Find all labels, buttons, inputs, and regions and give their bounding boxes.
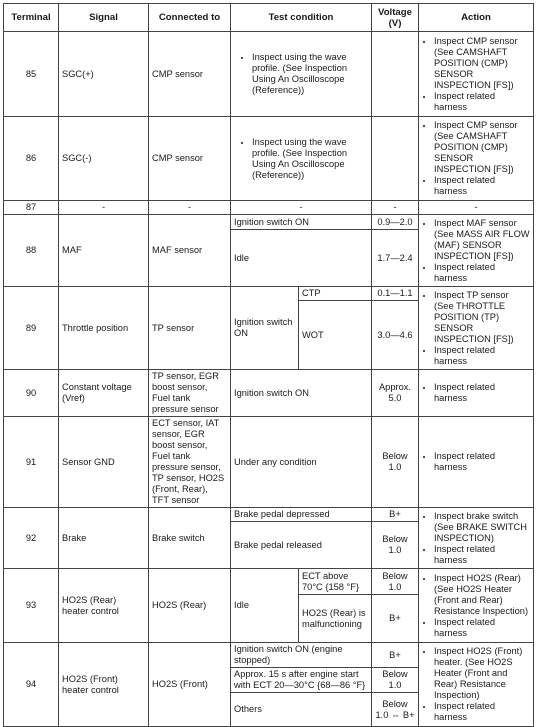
condition-cell: Ignition switch ON [231,287,299,370]
condition-cell: Approx. 15 s after engine start with ECT 20—30°C {68—86 °F} [231,668,372,693]
voltage-cell: B+ [372,595,419,643]
table-row [4,370,534,417]
action-cell [419,569,534,643]
action-cell [419,215,534,287]
action-item: • Inspect related harness [434,175,530,197]
connected-cell: ECT sensor, IAT sensor, EGR boost sensor, Fuel tank pressure sensor, TP sensor, HO2S (Front, Rear), TFT sensor [149,417,231,508]
action-item: • Inspect HO2S (Front) heater. (See HO2S Heater (Front and Rear) Resistance Inspection) [434,646,530,701]
voltage-cell: - [372,201,419,215]
terminal-cell: 93 [4,569,59,643]
signal-cell: SGC(-) [59,117,149,201]
header-signal: Signal [59,4,149,32]
table-row [4,287,534,301]
terminal-voltage-table [3,3,534,727]
terminal-cell: 94 [4,643,59,727]
connected-cell: TP sensor [149,287,231,370]
voltage-cell: Approx. 5.0 [372,370,419,417]
action-item: • Inspect related harness [434,345,530,367]
sub-condition-cell: HO2S (Rear) is malfunctioning [299,595,372,643]
action-item: • Inspect CMP sensor (See CAMSHAFT POSITION (CMP) SENSOR INSPECTION [FS]) [434,36,530,91]
signal-cell: Brake [59,508,149,569]
terminal-cell: 87 [4,201,59,215]
action-item: • Inspect related harness [434,701,530,723]
action-cell [419,287,534,370]
header-connected-to: Connected to [149,4,231,32]
connected-cell: HO2S (Rear) [149,569,231,643]
sub-condition-cell: CTP [299,287,372,301]
voltage-cell: 3.0—4.6 [372,301,419,370]
signal-cell: Sensor GND [59,417,149,508]
connected-cell: Brake switch [149,508,231,569]
condition-cell: Brake pedal depressed [231,508,372,522]
signal-cell: - [59,201,149,215]
connected-cell: HO2S (Front) [149,643,231,727]
table-row [4,117,534,201]
action-item: • Inspect related harness [434,544,530,566]
condition-cell: Under any condition [231,417,372,508]
action-cell [419,370,534,417]
connected-cell: TP sensor, EGR boost sensor, Fuel tank pressure sensor [149,370,231,417]
terminal-cell: 92 [4,508,59,569]
terminal-cell: 88 [4,215,59,287]
action-cell: - [419,201,534,215]
signal-cell: Constant voltage (Vref) [59,370,149,417]
condition-cell: - [231,201,372,215]
signal-cell: Throttle position [59,287,149,370]
voltage-cell: Below 1.0 [372,569,419,595]
condition-cell: Ignition switch ON [231,215,372,230]
header-terminal: Terminal [4,4,59,32]
action-item: • Inspect brake switch (See BRAKE SWITCH INSPECTION) [434,511,530,544]
condition-text: • Inspect using the wave profile. (See Inspection Using An Oscilloscope (Reference)) [252,137,368,181]
voltage-cell [372,32,419,117]
condition-cell [231,32,372,117]
voltage-cell: Below 1.0 [372,522,419,569]
voltage-cell: Below 1.0 ⇔ B+ [372,693,419,727]
condition-cell: Brake pedal released [231,522,372,569]
action-item: • Inspect related harness [434,262,530,284]
terminal-cell: 90 [4,370,59,417]
signal-cell: HO2S (Rear) heater control [59,569,149,643]
action-cell [419,32,534,117]
action-cell [419,417,534,508]
terminal-cell: 86 [4,117,59,201]
action-item: • Inspect related harness [434,451,530,473]
terminal-cell: 91 [4,417,59,508]
voltage-cell: B+ [372,508,419,522]
action-cell [419,508,534,569]
voltage-cell: 0.1—1.1 [372,287,419,301]
voltage-cell: Below 1.0 [372,668,419,693]
action-item: • Inspect related harness [434,382,530,404]
signal-cell: SGC(+) [59,32,149,117]
action-cell [419,643,534,727]
condition-cell: Others [231,693,372,727]
voltage-cell: B+ [372,643,419,668]
header-row [4,4,534,32]
header-test-condition: Test condition [231,4,372,32]
condition-cell [231,117,372,201]
signal-cell: HO2S (Front) heater control [59,643,149,727]
table-row [4,201,534,215]
condition-text: • Inspect using the wave profile. (See Inspection Using An Oscilloscope (Reference)) [252,52,368,96]
table-row [4,569,534,595]
terminal-cell: 85 [4,32,59,117]
voltage-cell [372,117,419,201]
signal-cell: MAF [59,215,149,287]
connected-cell: - [149,201,231,215]
sub-condition-cell: WOT [299,301,372,370]
table-row [4,508,534,522]
action-item: • Inspect HO2S (Rear) (See HO2S Heater (Front and Rear) Resistance Inspection) [434,573,530,617]
action-cell [419,117,534,201]
condition-cell: Idle [231,569,299,643]
table-row [4,417,534,508]
connected-cell: CMP sensor [149,117,231,201]
table-row [4,643,534,668]
header-action: Action [419,4,534,32]
table-row [4,215,534,230]
action-item: • Inspect related harness [434,91,530,113]
condition-cell: Idle [231,230,372,287]
connected-cell: CMP sensor [149,32,231,117]
terminal-cell: 89 [4,287,59,370]
action-item: • Inspect TP sensor (See THROTTLE POSITION (TP) SENSOR INSPECTION [FS]) [434,290,530,345]
table-row [4,32,534,117]
connected-cell: MAF sensor [149,215,231,287]
sub-condition-cell: ECT above 70°C {158 °F} [299,569,372,595]
action-item: • Inspect MAF sensor (See MASS AIR FLOW (MAF) SENSOR INSPECTION [FS]) [434,218,530,262]
header-voltage: Voltage (V) [372,4,419,32]
voltage-cell: Below 1.0 [372,417,419,508]
condition-cell: Ignition switch ON [231,370,372,417]
action-item: • Inspect related harness [434,617,530,639]
condition-cell: Ignition switch ON (engine stopped) [231,643,372,668]
voltage-cell: 1.7—2.4 [372,230,419,287]
voltage-cell: 0.9—2.0 [372,215,419,230]
action-item: • Inspect CMP sensor (See CAMSHAFT POSITION (CMP) SENSOR INSPECTION [FS]) [434,120,530,175]
